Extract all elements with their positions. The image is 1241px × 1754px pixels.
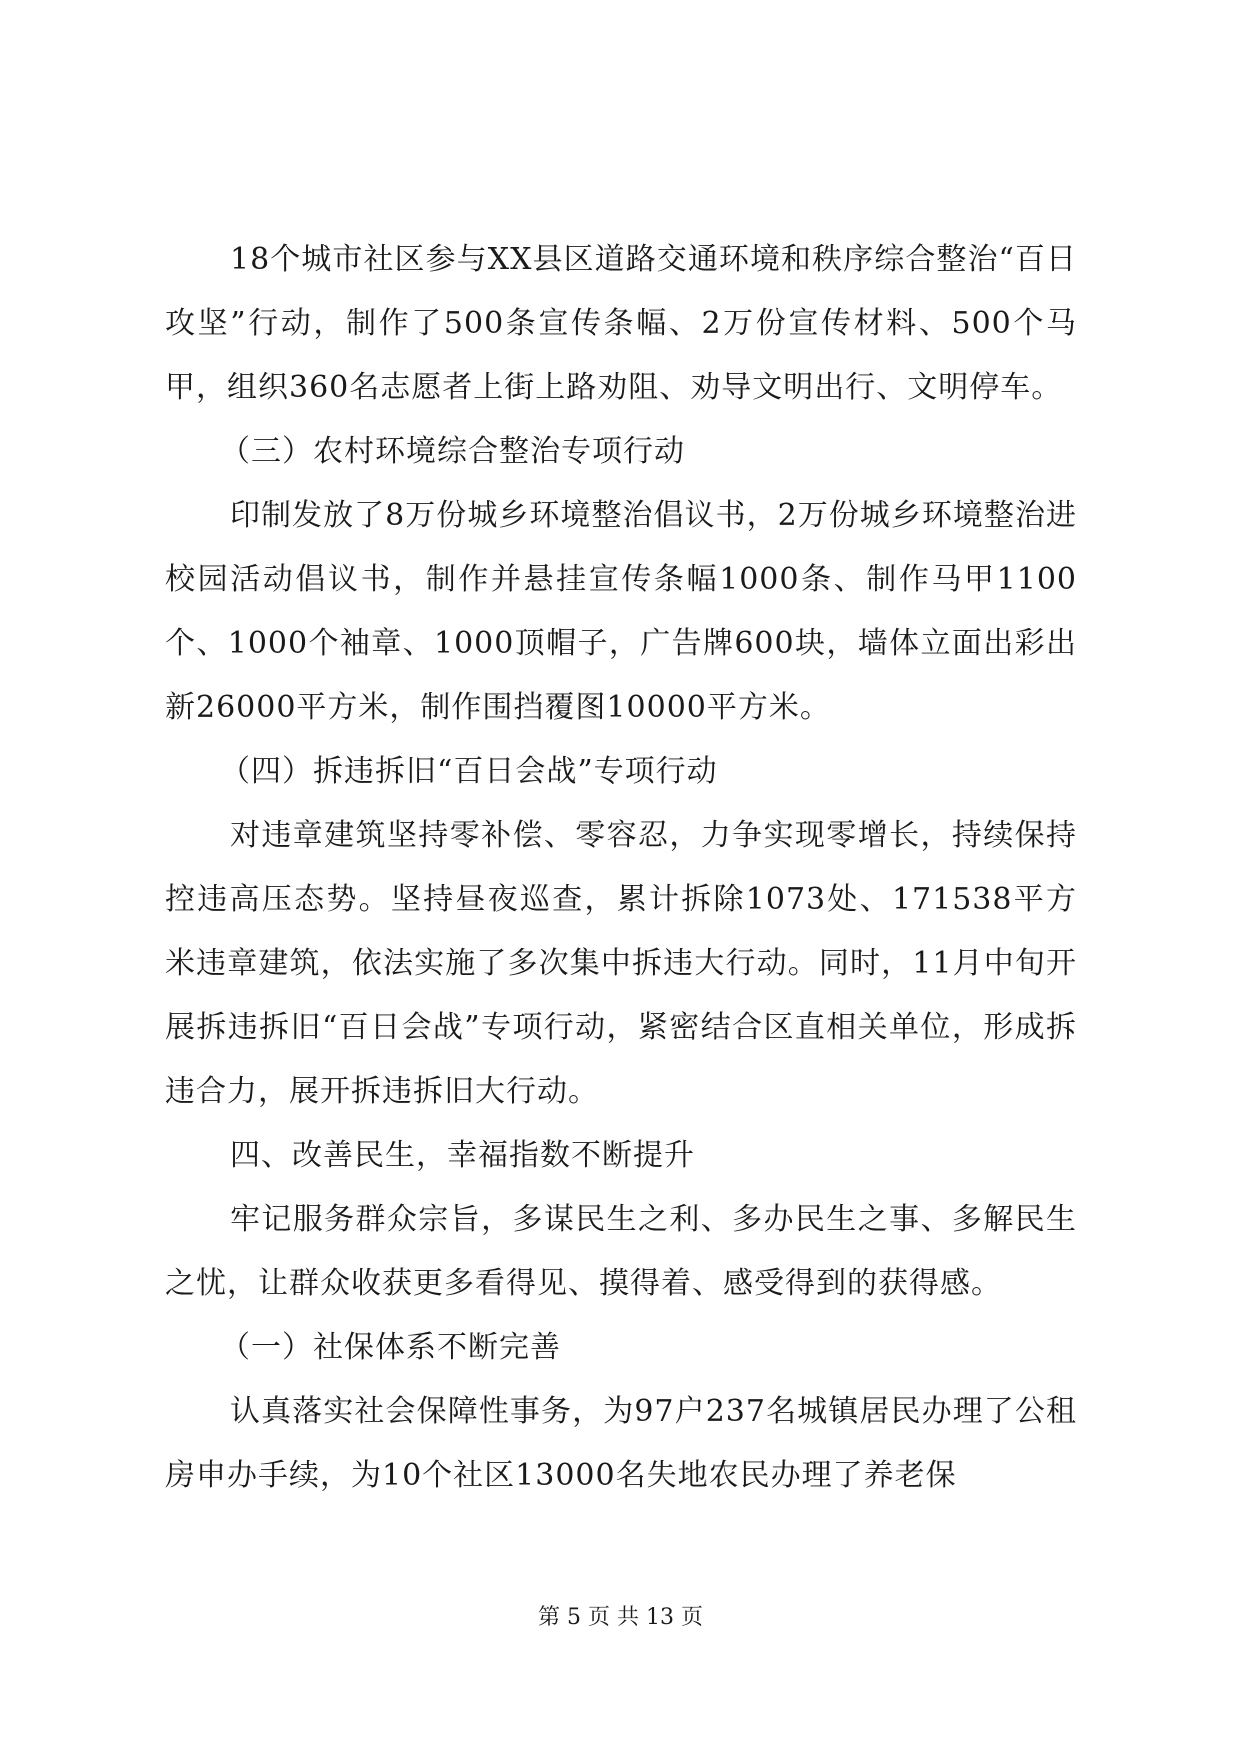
heading-rural-environment: （三）农村环境综合整治专项行动 [220,434,685,469]
heading-social-security: （一）社保体系不断完善 [220,1330,561,1365]
heading-demolition-campaign: （四）拆违拆旧“百日会战”专项行动 [220,754,718,789]
paragraph-demolition-campaign: 对违章建筑坚持零补偿、零容忍，力争实现零增长，持续保持控违高压态势。坚持昼夜巡查，累计拆除1073处、171538平方米违章建筑，依法实施了多次集中拆违大行动。同时，11月中旬开展拆违拆旧“百日会战”专项行动，紧密结合区直相关单位，形成拆违合力，展开拆违拆旧大行动。 [165,818,1077,1109]
paragraph-rural-environment: 印制发放了8万份城乡环境整治倡议书，2万份城乡环境整治进校园活动倡议书，制作并悬挂宣传条幅1000条、制作马甲1100个、1000个袖章、1000顶帽子，广告牌600块，墙体立面出彩出新26000平方米，制作围挡覆图10000平方米。 [165,498,1077,725]
paragraph-livelihood: 牢记服务群众宗旨，多谋民生之利、多办民生之事、多解民生之忧，让群众收获更多看得见、摸得着、感受得到的获得感。 [165,1202,1077,1301]
document-body [165,228,1077,1508]
page-number-footer: 第 5 页 共 13 页 [538,1605,703,1630]
paragraph-community-traffic: 18个城市社区参与XX县区道路交通环境和秩序综合整治“百日攻坚”行动，制作了500条宣传条幅、2万份宣传材料、500个马甲，组织360名志愿者上街上路劝阻、劝导文明出行、文明停车。 [165,242,1077,405]
heading-livelihood: 四、改善民生，幸福指数不断提升 [230,1138,695,1173]
paragraph-social-security: 认真落实社会保障性事务，为97户237名城镇居民办理了公租房申办手续，为10个社区13000名失地农民办理了养老保 [165,1394,1077,1493]
